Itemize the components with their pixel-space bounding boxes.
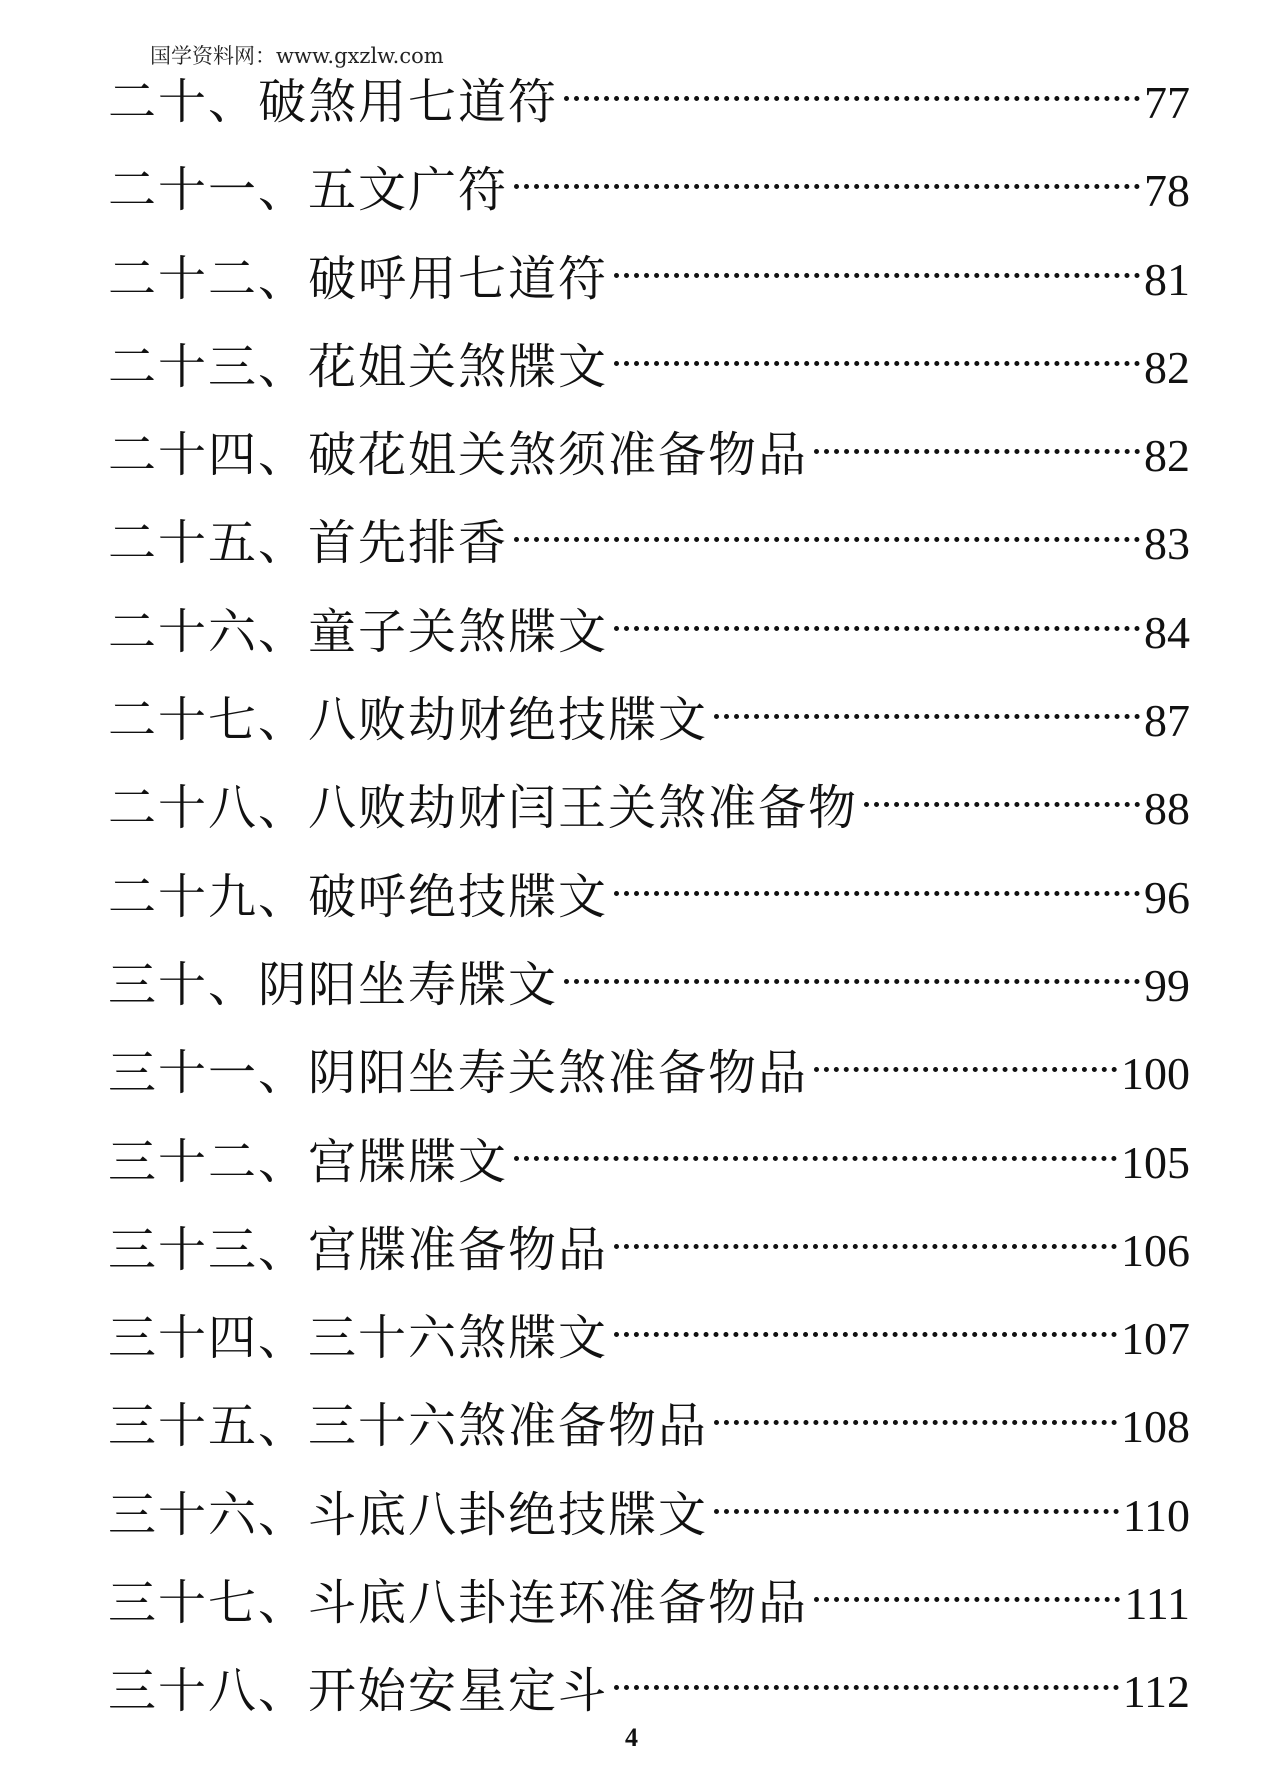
toc-entry-page: 82	[1144, 430, 1190, 482]
page-number: 4	[625, 1723, 638, 1752]
toc-dot-leader	[814, 1559, 1120, 1619]
toc-entry-title: 二十六、童子关煞牒文	[108, 603, 609, 660]
toc-entry-page: 107	[1121, 1313, 1190, 1365]
toc-entry-page: 78	[1144, 165, 1190, 217]
toc-entry[interactable]	[108, 1206, 1190, 1294]
toc-entry-page: 100	[1121, 1048, 1190, 1100]
toc-entry-page: 88	[1144, 783, 1190, 835]
toc-entry-title: 二十八、八败劫财闫王关煞准备物	[108, 780, 859, 837]
toc-entry-title: 二十、破煞用七道符	[108, 74, 559, 130]
toc-dot-leader	[514, 146, 1140, 206]
toc-entry-title: 二十九、破呼绝技牒文	[108, 868, 609, 925]
toc-dot-leader	[614, 235, 1140, 295]
toc-entry[interactable]	[108, 588, 1190, 676]
toc-entry[interactable]	[108, 499, 1190, 587]
toc-dot-leader	[514, 1118, 1117, 1178]
toc-dot-leader	[614, 1647, 1119, 1707]
toc-entry[interactable]	[108, 853, 1190, 941]
toc-dot-leader	[614, 853, 1140, 913]
toc-dot-leader	[814, 1029, 1117, 1089]
watermark-text: 国学资料网：www.gxzlw.com	[150, 44, 444, 68]
toc-dot-leader	[564, 58, 1140, 118]
toc-entry-title: 三十四、三十六煞牒文	[108, 1310, 609, 1367]
toc-dot-leader	[564, 941, 1140, 1001]
toc-entry-title: 三十七、斗底八卦连环准备物品	[108, 1575, 809, 1632]
toc-entry[interactable]	[108, 58, 1190, 146]
toc-dot-leader	[614, 323, 1140, 383]
toc-entry-title: 三十二、宫牒牒文	[108, 1133, 509, 1190]
toc-entry[interactable]	[108, 941, 1190, 1029]
toc-dot-leader	[614, 588, 1140, 648]
toc-entry-page: 96	[1144, 871, 1190, 923]
toc-entry-page: 99	[1144, 959, 1190, 1011]
toc-entry[interactable]	[108, 1294, 1190, 1382]
toc-entry-page: 111	[1124, 1578, 1190, 1630]
toc-entry-title: 三十三、宫牒准备物品	[108, 1221, 609, 1278]
toc-dot-leader	[614, 1294, 1117, 1354]
toc-entry-title: 二十一、五文广符	[108, 162, 509, 219]
toc-entry[interactable]	[108, 1118, 1190, 1206]
table-of-contents	[108, 58, 1190, 1736]
toc-entry[interactable]	[108, 1029, 1190, 1117]
toc-entry[interactable]	[108, 146, 1190, 234]
toc-entry[interactable]	[108, 1382, 1190, 1470]
toc-dot-leader	[714, 676, 1140, 736]
toc-entry[interactable]	[108, 235, 1190, 323]
toc-entry[interactable]	[108, 1559, 1190, 1647]
toc-entry-title: 三十八、开始安星定斗	[108, 1663, 609, 1720]
toc-entry-page: 83	[1144, 518, 1190, 570]
toc-entry-title: 二十二、破呼用七道符	[108, 250, 609, 307]
toc-entry-page: 106	[1121, 1224, 1190, 1276]
toc-entry-title: 三十六、斗底八卦绝技牒文	[108, 1486, 709, 1543]
toc-entry-title: 二十四、破花姐关煞须准备物品	[108, 427, 809, 484]
toc-entry[interactable]	[108, 411, 1190, 499]
toc-dot-leader	[714, 1471, 1119, 1531]
toc-entry-page: 82	[1144, 341, 1190, 393]
toc-entry-page: 87	[1144, 695, 1190, 747]
toc-entry-page: 108	[1121, 1401, 1190, 1453]
toc-entry-page: 81	[1144, 253, 1190, 305]
toc-entry[interactable]	[108, 764, 1190, 852]
toc-dot-leader	[814, 411, 1140, 471]
toc-entry-title: 二十七、八败劫财绝技牒文	[108, 692, 709, 749]
toc-entry-page: 77	[1144, 77, 1190, 128]
toc-entry-page: 105	[1121, 1136, 1190, 1188]
toc-dot-leader	[714, 1382, 1117, 1442]
toc-entry[interactable]	[108, 1471, 1190, 1559]
toc-entry-title: 二十三、花姐关煞牒文	[108, 338, 609, 395]
toc-entry-page: 112	[1122, 1666, 1190, 1718]
toc-entry-title: 二十五、首先排香	[108, 515, 509, 572]
toc-entry-title: 三十五、三十六煞准备物品	[108, 1398, 709, 1455]
toc-dot-leader	[514, 499, 1140, 559]
toc-entry-page: 84	[1144, 606, 1190, 658]
toc-entry-page: 110	[1122, 1489, 1190, 1541]
toc-dot-leader	[614, 1206, 1117, 1266]
toc-dot-leader	[864, 764, 1140, 824]
toc-entry-title: 三十、阴阳坐寿牒文	[108, 956, 559, 1013]
toc-entry-title: 三十一、阴阳坐寿关煞准备物品	[108, 1045, 809, 1102]
toc-entry[interactable]	[108, 676, 1190, 764]
toc-entry[interactable]	[108, 323, 1190, 411]
